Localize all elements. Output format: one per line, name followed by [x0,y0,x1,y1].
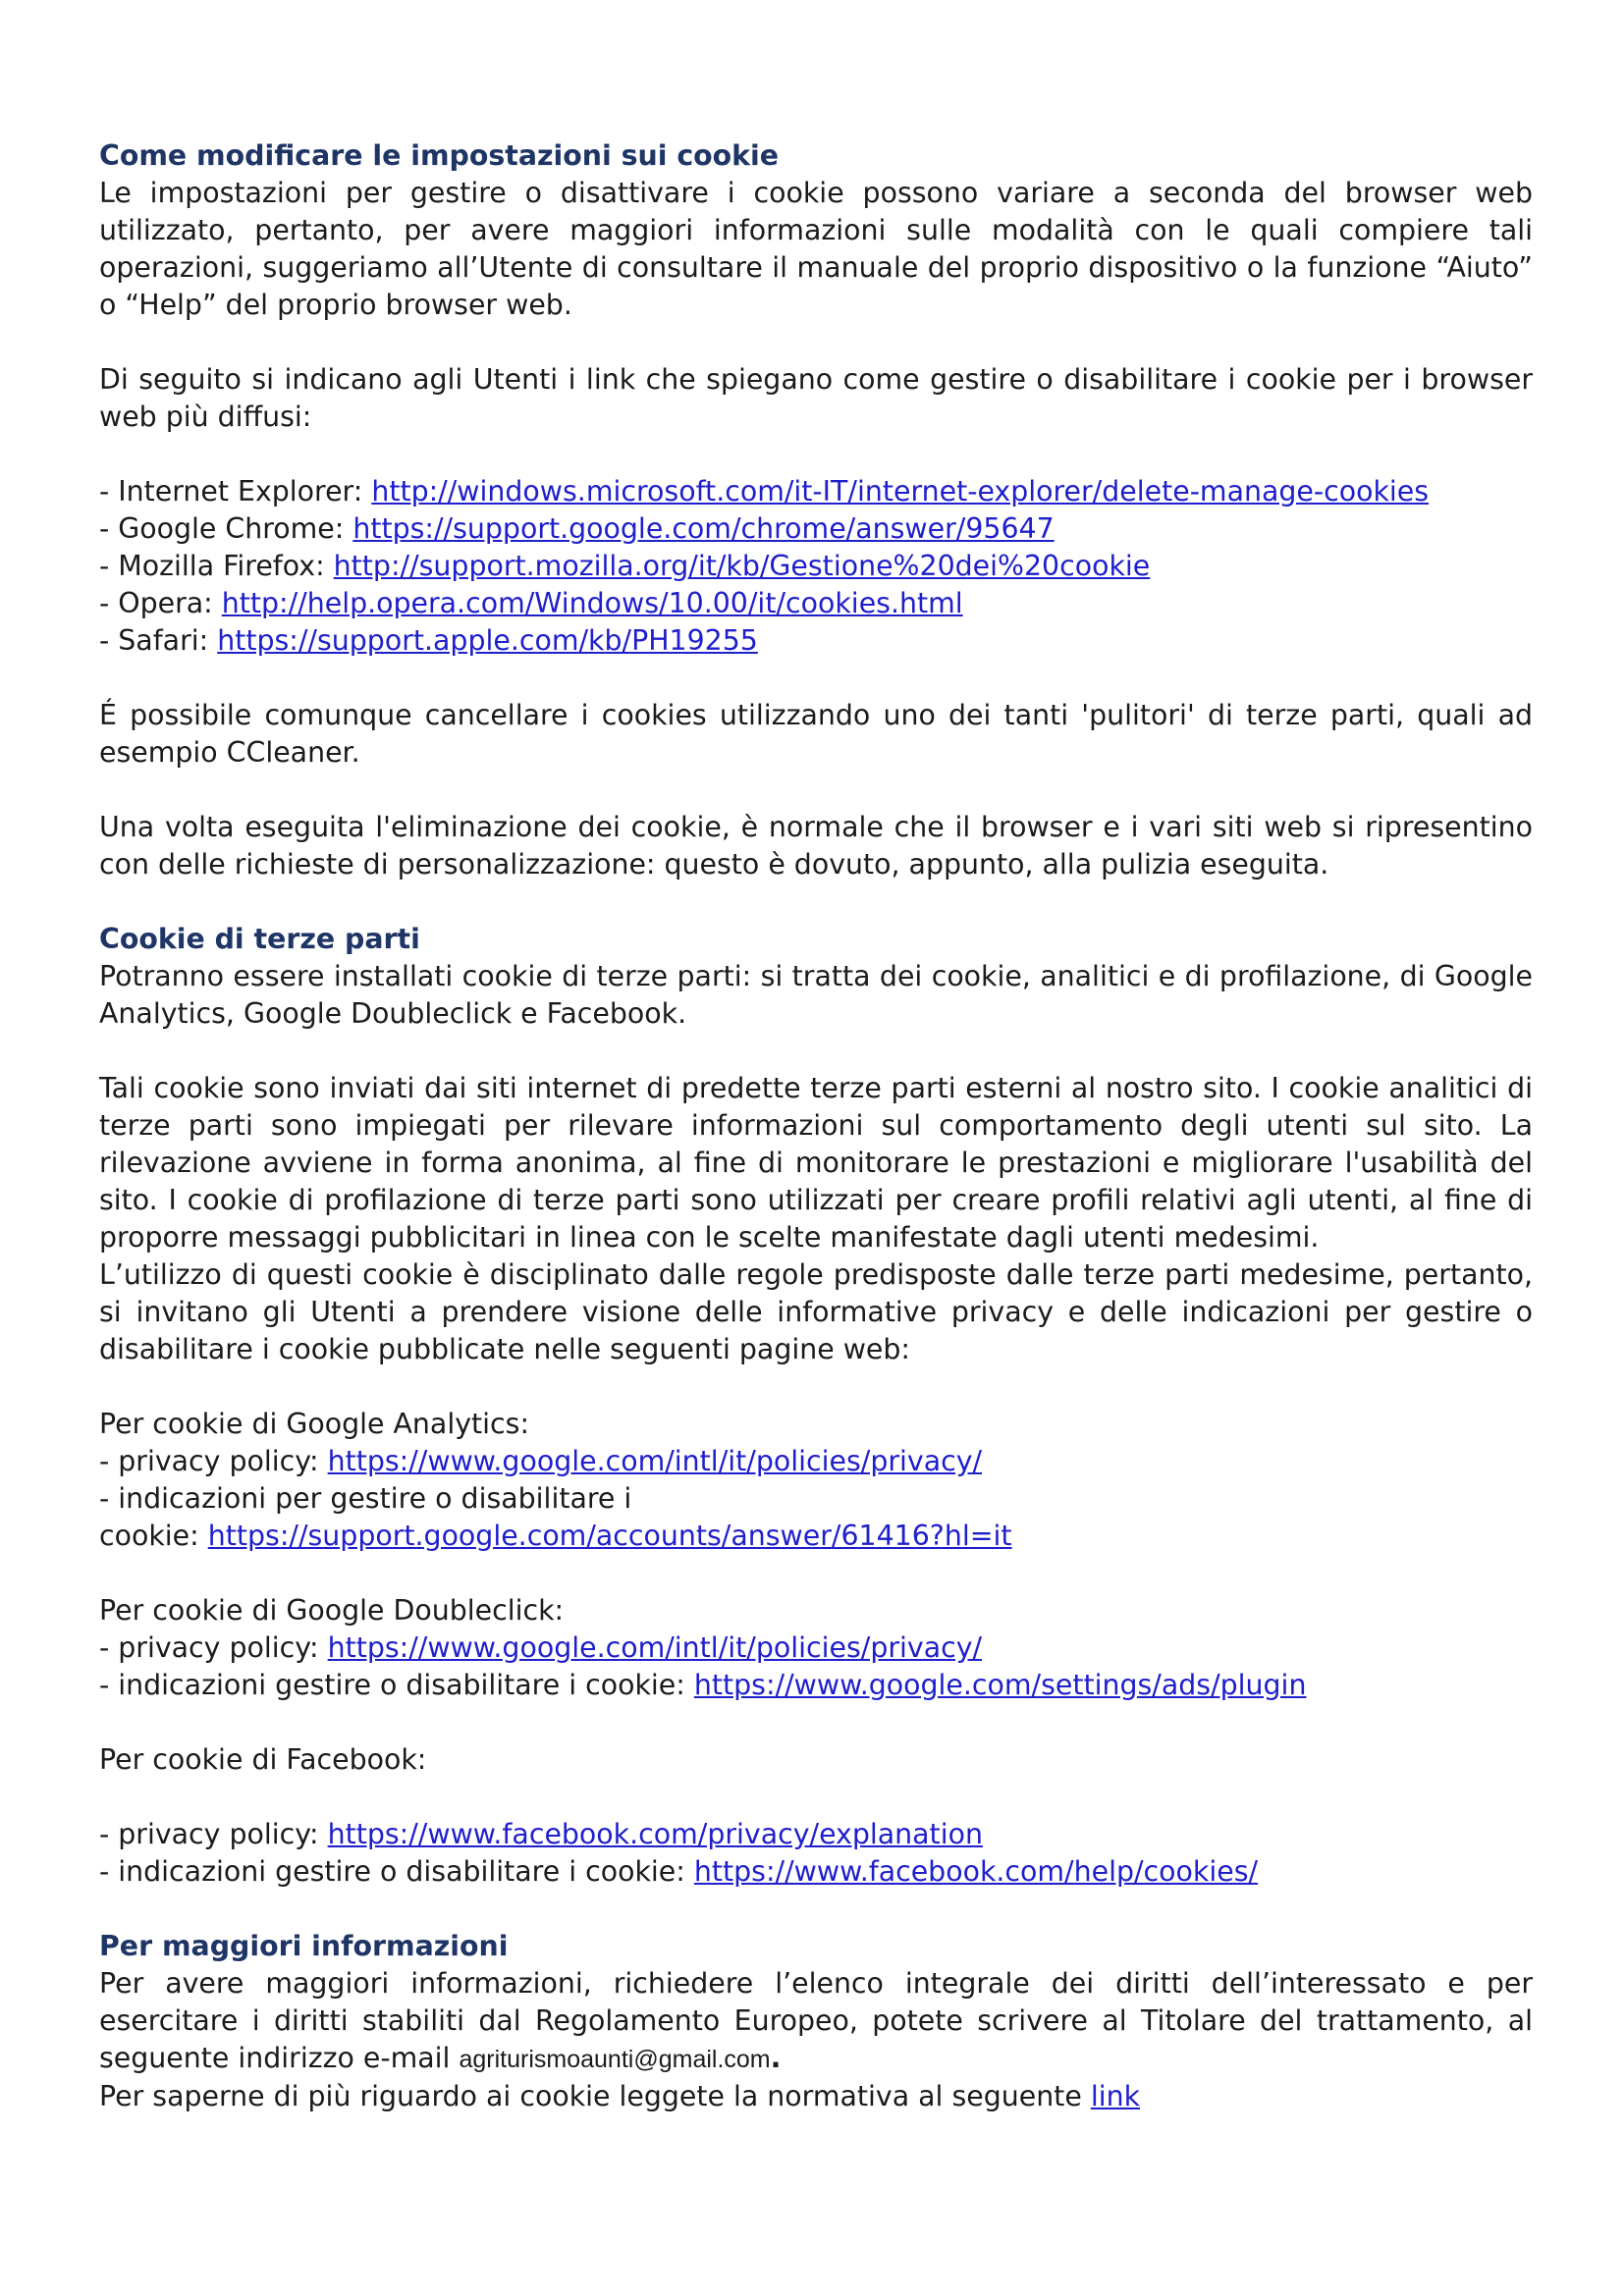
paragraph-third-party-intro: Potranno essere installati cookie di terze parti: si tratta dei cookie, analitici e di profilazione, di Google Analytics, Google Doubleclick e Facebook. [99,960,1533,1030]
google-analytics-manage-link[interactable]: https://support.google.com/accounts/answer/61416?hl=it [207,1520,1012,1552]
google-analytics-privacy-link[interactable]: https://www.google.com/intl/it/policies/privacy/ [327,1445,983,1477]
google-doubleclick-privacy-link[interactable]: https://www.google.com/intl/it/policies/privacy/ [327,1631,983,1664]
paragraph-more-info [99,1965,1533,2078]
list-item [99,548,1533,585]
privacy-label: - privacy policy: [99,1631,328,1664]
opera-link[interactable]: http://help.opera.com/Windows/10.00/it/cookies.html [221,587,963,619]
google-analytics-block [99,1406,1533,1555]
google-doubleclick-manage-link[interactable]: https://www.google.com/settings/ads/plugin [693,1669,1307,1701]
list-item [99,1629,1533,1667]
facebook-privacy-link[interactable]: https://www.facebook.com/privacy/explanation [327,1818,983,1850]
more-info-text: Per avere maggiori informazioni, richiedere l’elenco integrale dei diritti dell’interessato e per esercitare i diritti stabiliti dal Regolamento Europeo, potete scrivere al Titolare del trattamento, al seguente indirizzo e-mail [99,1967,1533,2074]
browser-label: - Opera: [99,587,222,619]
section-heading-cookie-settings: Come modificare le impostazioni sui cookie [99,139,780,172]
normativa-link[interactable]: link [1090,2080,1141,2112]
paragraph-third-party-rules: L’utilizzo di questi cookie è disciplinato dalle regole predisposte dalle terze parti medesime, pertanto, si invitano gli Utenti a prendere visione delle informative privacy e delle indicazioni per gestire o disabilitare i cookie pubblicate nelle seguenti pagine web: [99,1258,1533,1365]
paragraph-browser-links-intro: Di seguito si indicano agli Utenti i link che spiegano come gestire o disabilitare i cookie per i browser web più diffusi: [99,363,1533,433]
browser-links-list [99,473,1533,660]
paragraph-third-party-details: Tali cookie sono inviati dai siti internet di predette terze parti esterni al nostro sito. I cookie analitici di terze parti sono impiegati per rilevare informazioni sul comportamento degli utenti sul sito. La rilevazione avviene in forma anonima, al fine di monitorare le prestazioni e migliorare l'usabilità del sito. I cookie di profilazione di terze parti sono utilizzati per creare profili relativi agli utenti, al fine di proporre messaggi pubblicitari in linea con le scelte manifestate dagli utenti medesimi. [99,1072,1533,1254]
privacy-label: - privacy policy: [99,1445,328,1477]
browser-label: - Google Chrome: [99,512,353,545]
contact-email: agriturismoaunti@gmail.com [459,2046,771,2073]
manage-label: cookie: [99,1520,208,1552]
list-item [99,622,1533,660]
manage-label: - indicazioni gestire o disabilitare i cookie: [99,1855,694,1888]
paragraph-normativa [99,2078,1533,2115]
safari-link[interactable]: https://support.apple.com/kb/PH19255 [217,624,758,657]
paragraph-ccleaner: É possibile comunque cancellare i cookies utilizzando uno dei tanti 'pulitori' di terze parti, quali ad esempio CCleaner. [99,699,1533,769]
manage-label: - indicazioni gestire o disabilitare i cookie: [99,1669,694,1701]
list-item [99,585,1533,622]
list-item [99,1667,1533,1704]
mozilla-firefox-link[interactable]: http://support.mozilla.org/it/kb/Gestione%20dei%20cookie [333,550,1151,582]
paragraph-after-deletion: Una volta eseguita l'eliminazione dei cookie, è normale che il browser e i vari siti web si ripresentino con delle richieste di personalizzazione: questo è dovuto, appunto, alla pulizia eseguita. [99,811,1533,881]
document-page [99,137,1533,2115]
list-item [99,1443,1533,1480]
facebook-manage-link[interactable]: https://www.facebook.com/help/cookies/ [693,1855,1259,1888]
internet-explorer-link[interactable]: http://windows.microsoft.com/it-IT/internet-explorer/delete-manage-cookies [371,475,1430,507]
privacy-label: - privacy policy: [99,1818,328,1850]
section-heading-more-info: Per maggiori informazioni [99,1930,509,1962]
list-item [99,510,1533,548]
list-item [99,1853,1533,1891]
browser-label: - Mozilla Firefox: [99,550,334,582]
paragraph-cookie-settings: Le impostazioni per gestire o disattivare i cookie possono variare a seconda del browser web utilizzato, pertanto, per avere maggiori informazioni sulle modalità con le quali compiere tali operazioni, suggeriamo all’Utente di consultare il manuale del proprio dispositivo o la funzione “Aiuto” o “Help” del proprio browser web. [99,177,1533,321]
facebook-block [99,1741,1533,1891]
block-title: Per cookie di Google Doubleclick: [99,1594,565,1627]
browser-label: - Safari: [99,624,218,657]
google-doubleclick-block [99,1592,1533,1704]
email-period: . [770,2042,782,2074]
browser-label: - Internet Explorer: [99,475,372,507]
normativa-text: Per saperne di più riguardo ai cookie leggete la normativa al seguente [99,2080,1091,2112]
list-item [99,473,1533,510]
block-title: Per cookie di Google Analytics: [99,1408,530,1440]
list-item [99,1518,1533,1555]
block-title: Per cookie di Facebook: [99,1743,427,1776]
section-heading-third-party: Cookie di terze parti [99,923,420,955]
list-item [99,1816,1533,1853]
list-item: - indicazioni per gestire o disabilitare i [99,1482,632,1515]
google-chrome-link[interactable]: https://support.google.com/chrome/answer/95647 [352,512,1055,545]
